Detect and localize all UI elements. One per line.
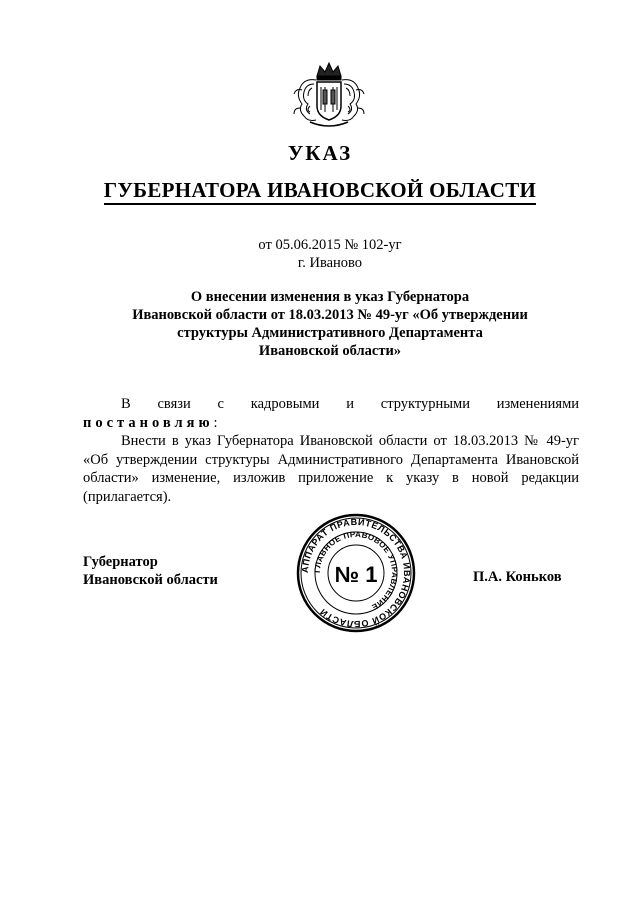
decree-subject [100, 288, 560, 360]
official-seal [295, 512, 417, 634]
decree-body [83, 395, 579, 506]
signatory-position [83, 553, 218, 589]
date-number: от 05.06.2015 № 102-уг [258, 237, 402, 253]
position-line-1: Губернатор [83, 554, 158, 570]
decree-word-line [83, 414, 579, 433]
decree-paragraph [83, 432, 579, 506]
subject-line: Ивановской области» [258, 343, 402, 359]
decree-word: постановляю [83, 414, 214, 431]
position-line-2: Ивановской области [83, 572, 218, 588]
signatory-name: П.А. Коньков [473, 569, 562, 585]
subtitle-text: ГУБЕРНАТОРА ИВАНОВСКОЙ ОБЛАСТИ [104, 178, 536, 205]
document-subtitle [0, 178, 640, 203]
seal-inner-text: ГЛАВНОЕ ПРАВОВОЕ УПРАВЛЕНИЕ [312, 529, 400, 612]
subject-line: Ивановской области от 18.03.2013 № 49-уг «Об утверждении [132, 307, 528, 323]
decree-colon: : [213, 414, 218, 431]
paragraph-text: Внести в указ Губернатора Ивановской области от 18.03.2013 № 49-уг «Об утверждении структуры Административного Департамента Ивановской области» изменение, изложив приложение к указу в новой редакции (прилагается). [83, 433, 579, 505]
body-line-1: В связи с кадровыми и структурными изменениями [121, 396, 579, 412]
subject-line: структуры Административного Департамента [177, 325, 483, 341]
document-title: УКАЗ [287, 141, 353, 165]
city: г. Иваново [297, 255, 363, 271]
seal-ring-text: АППАРАТ ПРАВИТЕЛЬСТВА ИВАНОВСКОЙ ОБЛАСТИ [299, 516, 413, 630]
subject-line: О внесении изменения в указ Губернатора [190, 289, 470, 305]
coat-of-arms-icon [290, 60, 368, 132]
seal-number: № 1 [334, 562, 378, 587]
